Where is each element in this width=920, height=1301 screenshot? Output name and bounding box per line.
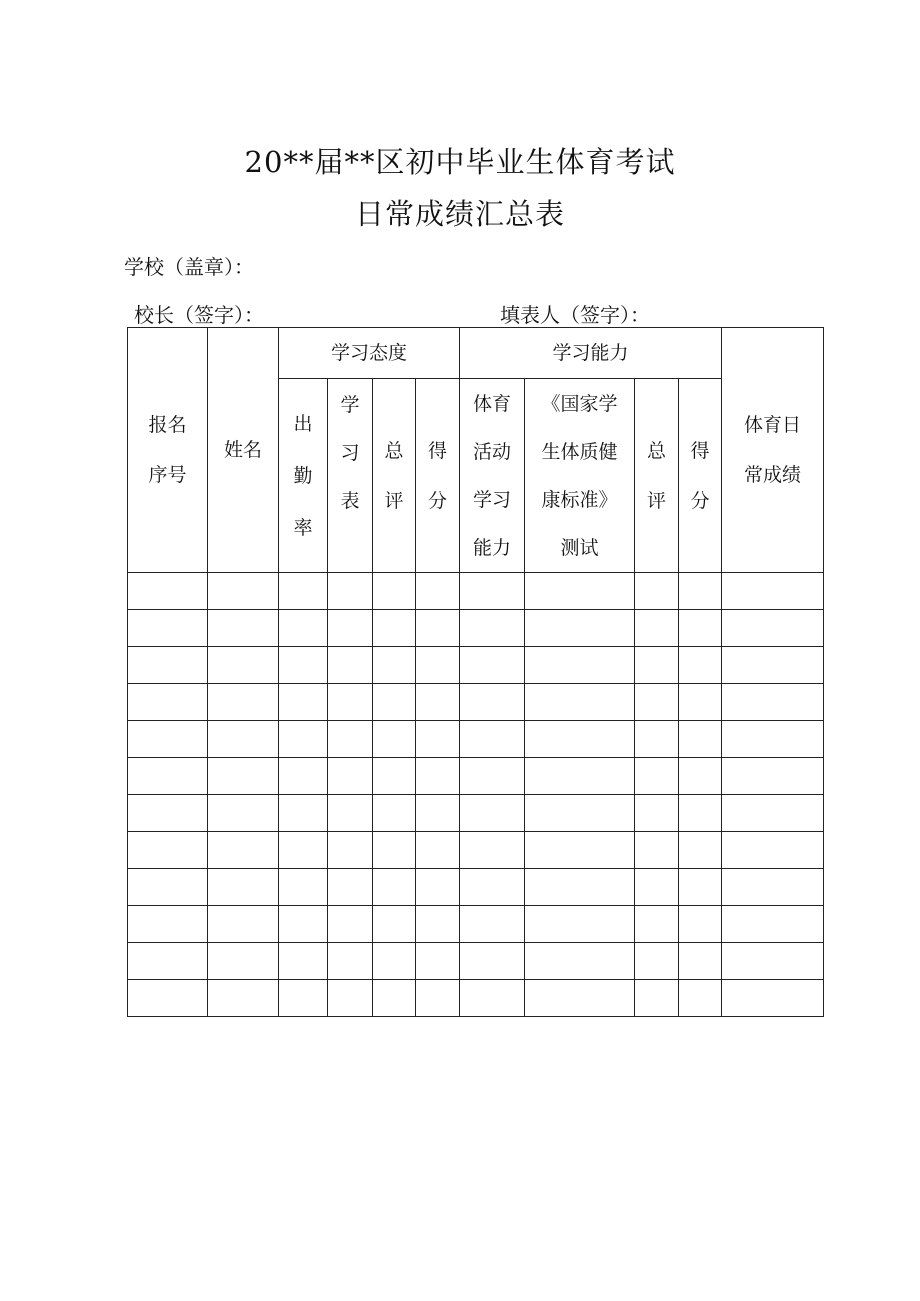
table-cell bbox=[460, 869, 525, 906]
table-cell bbox=[525, 573, 635, 610]
table-cell bbox=[128, 832, 208, 869]
table-cell bbox=[279, 721, 328, 758]
table-cell bbox=[373, 684, 416, 721]
table-cell bbox=[525, 943, 635, 980]
table-cell bbox=[373, 721, 416, 758]
table-cell bbox=[328, 647, 373, 684]
table-cell bbox=[208, 795, 279, 832]
principal-signature-label: 校长（签字）： bbox=[134, 303, 264, 327]
header-text-line: 表 bbox=[340, 490, 360, 512]
table-cell bbox=[328, 906, 373, 943]
table-cell bbox=[328, 758, 373, 795]
table-cell bbox=[416, 869, 460, 906]
table-cell bbox=[373, 573, 416, 610]
header-text-line: 出 bbox=[293, 412, 313, 435]
table-cell bbox=[635, 573, 679, 610]
header-group-study-ability: 学习能力 bbox=[460, 328, 722, 379]
header-national-fitness-standard-test bbox=[525, 379, 635, 573]
table-cell bbox=[328, 684, 373, 721]
table-cell bbox=[416, 684, 460, 721]
table-cell bbox=[373, 943, 416, 980]
table-cell bbox=[722, 573, 824, 610]
table-cell bbox=[635, 980, 679, 1017]
table-cell bbox=[460, 758, 525, 795]
table-row bbox=[128, 721, 824, 758]
table-cell bbox=[328, 795, 373, 832]
header-text-line: 评 bbox=[647, 489, 667, 512]
table-cell bbox=[722, 610, 824, 647]
table-cell bbox=[128, 721, 208, 758]
table-cell bbox=[279, 869, 328, 906]
table-cell bbox=[722, 832, 824, 869]
table-cell bbox=[679, 647, 722, 684]
table-row bbox=[128, 795, 824, 832]
table-cell bbox=[460, 906, 525, 943]
table-cell bbox=[525, 647, 635, 684]
table-cell bbox=[128, 758, 208, 795]
table-cell bbox=[279, 647, 328, 684]
table-cell bbox=[208, 906, 279, 943]
table-cell bbox=[328, 832, 373, 869]
table-cell bbox=[208, 684, 279, 721]
table-cell bbox=[128, 869, 208, 906]
table-cell bbox=[679, 832, 722, 869]
table-cell bbox=[208, 573, 279, 610]
header-name: 姓名 bbox=[208, 328, 279, 573]
table-cell bbox=[279, 795, 328, 832]
header-text-line: 率 bbox=[293, 516, 313, 539]
header-pe-activity-ability bbox=[460, 379, 525, 573]
table-cell bbox=[208, 721, 279, 758]
table-cell bbox=[208, 610, 279, 647]
table-cell bbox=[373, 758, 416, 795]
table-cell bbox=[128, 610, 208, 647]
table-row bbox=[128, 832, 824, 869]
table-cell bbox=[416, 647, 460, 684]
header-text-line: 总 bbox=[647, 439, 667, 462]
table-cell bbox=[722, 795, 824, 832]
header-text-line: 学习 bbox=[473, 488, 512, 511]
table-cell bbox=[679, 684, 722, 721]
table-cell bbox=[635, 869, 679, 906]
table-cell bbox=[635, 832, 679, 869]
table-cell bbox=[373, 906, 416, 943]
header-text-line: 报名 bbox=[148, 414, 187, 436]
table-cell bbox=[416, 943, 460, 980]
header-text-line: 习 bbox=[340, 442, 360, 464]
table-cell bbox=[279, 573, 328, 610]
header-text-line: 体育日 bbox=[744, 414, 802, 436]
header-text-line: 生体质健 bbox=[541, 440, 618, 463]
table-cell bbox=[635, 943, 679, 980]
table-cell bbox=[416, 906, 460, 943]
header-registration-number bbox=[128, 328, 208, 573]
header-text-line: 学 bbox=[340, 394, 360, 416]
table-cell bbox=[279, 943, 328, 980]
header-text-line: 勤 bbox=[293, 464, 313, 487]
header-text-line: 序号 bbox=[148, 464, 187, 486]
header-study-performance bbox=[328, 379, 373, 573]
table-cell bbox=[373, 832, 416, 869]
table-cell bbox=[679, 906, 722, 943]
table-cell bbox=[679, 943, 722, 980]
table-row bbox=[128, 573, 824, 610]
table-row bbox=[128, 906, 824, 943]
table-cell bbox=[525, 906, 635, 943]
header-text-line: 得 bbox=[690, 439, 710, 462]
table-cell bbox=[416, 795, 460, 832]
header-text-line: 能力 bbox=[473, 536, 512, 559]
table-cell bbox=[416, 573, 460, 610]
table-cell bbox=[525, 758, 635, 795]
table-cell bbox=[635, 647, 679, 684]
table-cell bbox=[416, 610, 460, 647]
table-cell bbox=[525, 832, 635, 869]
table-cell bbox=[679, 721, 722, 758]
table-cell bbox=[373, 795, 416, 832]
table-cell bbox=[635, 610, 679, 647]
header-attendance-rate bbox=[279, 379, 328, 573]
form-filler-signature-label: 填表人（签字）： bbox=[500, 303, 650, 327]
table-cell bbox=[328, 721, 373, 758]
header-attitude-overall bbox=[373, 379, 416, 573]
table-cell bbox=[328, 943, 373, 980]
header-text-line: 评 bbox=[384, 489, 404, 512]
table-row bbox=[128, 758, 824, 795]
table-cell bbox=[679, 573, 722, 610]
table-cell bbox=[128, 906, 208, 943]
table-cell bbox=[525, 684, 635, 721]
header-text-line: 分 bbox=[428, 489, 448, 512]
table-row bbox=[128, 869, 824, 906]
table-cell bbox=[373, 647, 416, 684]
table-cell bbox=[328, 573, 373, 610]
table-row bbox=[128, 943, 824, 980]
header-ability-overall bbox=[635, 379, 679, 573]
table-cell bbox=[208, 758, 279, 795]
table-cell bbox=[373, 980, 416, 1017]
table-cell bbox=[460, 943, 525, 980]
table-cell bbox=[128, 795, 208, 832]
table-row bbox=[128, 980, 824, 1017]
header-text-line: 常成绩 bbox=[744, 464, 802, 486]
header-text-line: 活动 bbox=[473, 440, 512, 463]
header-text-line: 测试 bbox=[560, 536, 599, 559]
table-cell bbox=[525, 721, 635, 758]
table-cell bbox=[679, 869, 722, 906]
table-cell bbox=[460, 832, 525, 869]
table-cell bbox=[635, 758, 679, 795]
table-cell bbox=[128, 980, 208, 1017]
table-cell bbox=[525, 980, 635, 1017]
table-cell bbox=[679, 758, 722, 795]
table-cell bbox=[279, 684, 328, 721]
header-ability-score bbox=[679, 379, 722, 573]
table-cell bbox=[722, 647, 824, 684]
document-title-line-2: 日常成绩汇总表 bbox=[354, 197, 565, 231]
table-cell bbox=[635, 684, 679, 721]
table-cell bbox=[208, 647, 279, 684]
header-group-study-attitude: 学习态度 bbox=[279, 328, 460, 379]
table-cell bbox=[722, 869, 824, 906]
table-cell bbox=[525, 869, 635, 906]
table-cell bbox=[679, 980, 722, 1017]
table-cell bbox=[279, 832, 328, 869]
table-cell bbox=[128, 647, 208, 684]
table-cell bbox=[279, 610, 328, 647]
table-cell bbox=[525, 795, 635, 832]
table-cell bbox=[722, 980, 824, 1017]
table-cell bbox=[460, 647, 525, 684]
table-cell bbox=[635, 906, 679, 943]
table-cell bbox=[679, 795, 722, 832]
table-cell bbox=[525, 610, 635, 647]
score-summary-table bbox=[127, 327, 824, 1017]
table-cell bbox=[128, 943, 208, 980]
header-text-line: 得 bbox=[428, 439, 448, 462]
table-cell bbox=[460, 721, 525, 758]
table-cell bbox=[722, 684, 824, 721]
table-cell bbox=[328, 980, 373, 1017]
table-cell bbox=[416, 832, 460, 869]
table-row bbox=[128, 647, 824, 684]
table-cell bbox=[373, 869, 416, 906]
table-cell bbox=[208, 943, 279, 980]
table-cell bbox=[279, 980, 328, 1017]
table-cell bbox=[460, 795, 525, 832]
header-text-line: 总 bbox=[384, 439, 404, 462]
school-seal-label: 学校（盖章）： bbox=[124, 255, 254, 279]
table-cell bbox=[722, 943, 824, 980]
header-text-line: 《国家学 bbox=[541, 392, 618, 415]
table-cell bbox=[208, 869, 279, 906]
header-text-line: 康标准》 bbox=[541, 488, 618, 511]
table-cell bbox=[208, 980, 279, 1017]
table-cell bbox=[679, 610, 722, 647]
table-cell bbox=[460, 980, 525, 1017]
table-cell bbox=[279, 758, 328, 795]
table-cell bbox=[128, 684, 208, 721]
table-cell bbox=[416, 721, 460, 758]
header-attitude-score bbox=[416, 379, 460, 573]
table-cell bbox=[416, 980, 460, 1017]
table-cell bbox=[279, 906, 328, 943]
table-cell bbox=[328, 610, 373, 647]
table-cell bbox=[373, 610, 416, 647]
header-text-line: 体育 bbox=[473, 392, 512, 415]
table-cell bbox=[416, 758, 460, 795]
table-cell bbox=[460, 684, 525, 721]
table-cell bbox=[460, 610, 525, 647]
table-cell bbox=[328, 869, 373, 906]
document-title-line-1: 20**届**区初中毕业生体育考试 bbox=[244, 145, 676, 179]
table-cell bbox=[722, 906, 824, 943]
table-cell bbox=[635, 721, 679, 758]
table-cell bbox=[208, 832, 279, 869]
header-text-line: 分 bbox=[690, 489, 710, 512]
table-cell bbox=[128, 573, 208, 610]
table-row bbox=[128, 684, 824, 721]
table-cell bbox=[635, 795, 679, 832]
table-cell bbox=[460, 573, 525, 610]
table-cell bbox=[722, 758, 824, 795]
table-row bbox=[128, 610, 824, 647]
header-daily-pe-score bbox=[722, 328, 824, 573]
table-cell bbox=[722, 721, 824, 758]
